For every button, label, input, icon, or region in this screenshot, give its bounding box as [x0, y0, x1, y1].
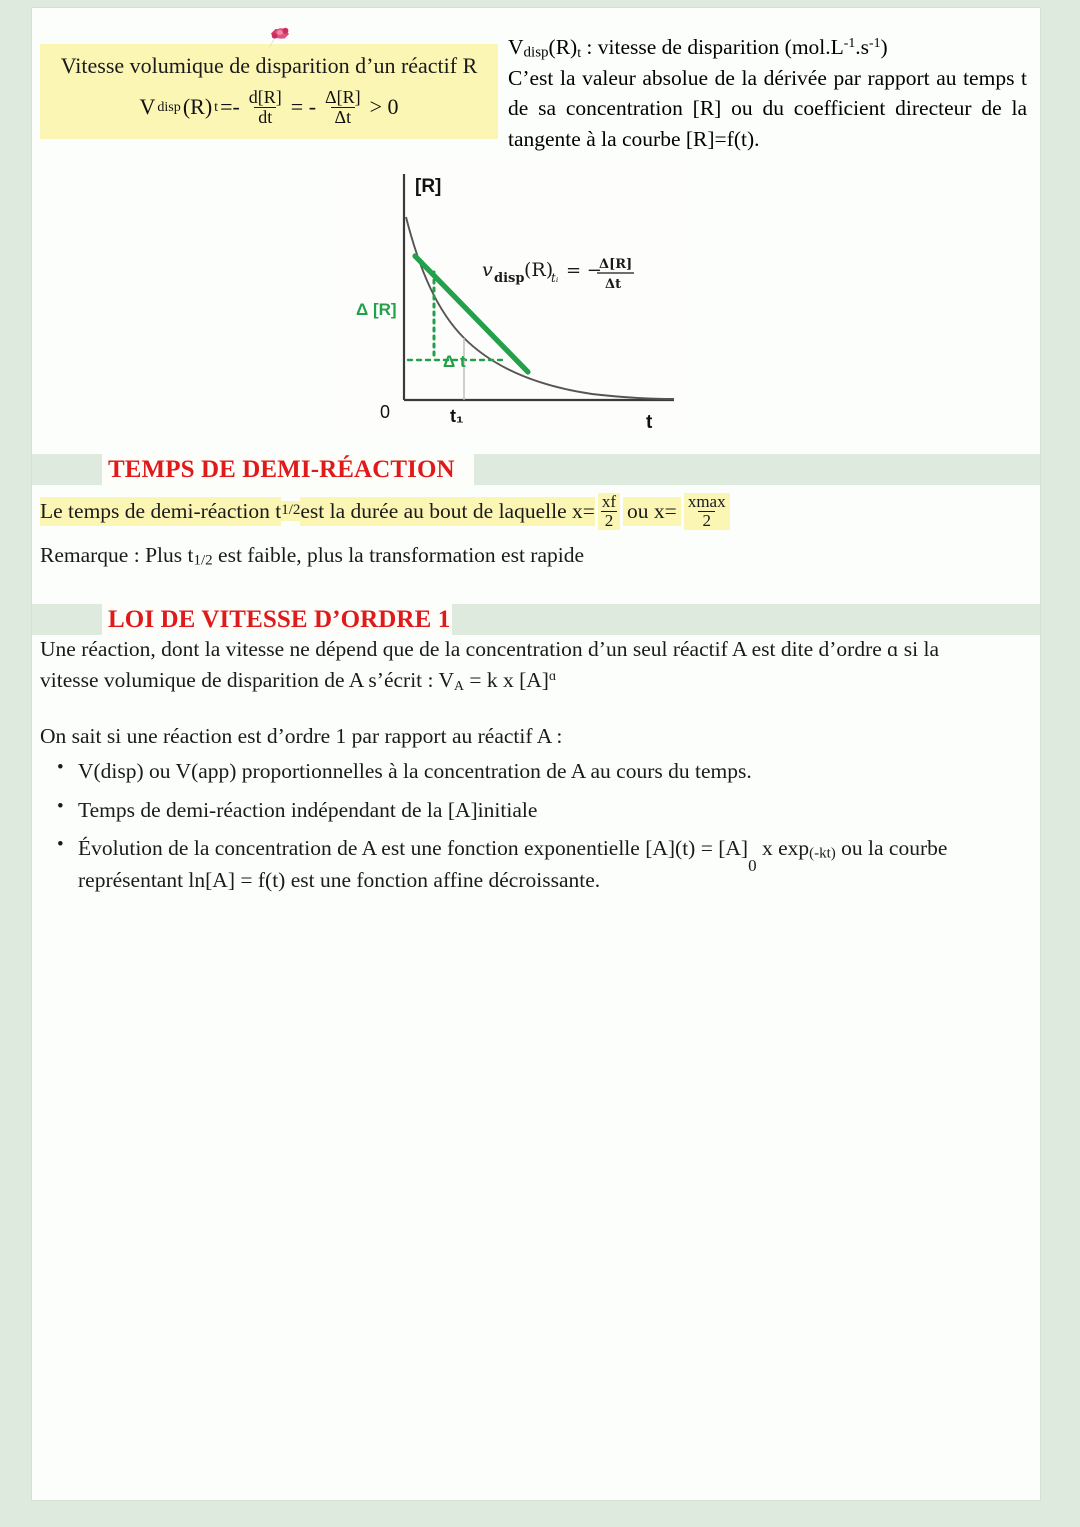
ordre-1-intro: On sait si une réaction est d’ordre 1 par rapport au réactif A : [40, 724, 563, 748]
formula-tail: > 0 [369, 94, 399, 120]
fraction-numerator: xmax [687, 492, 726, 511]
fraction-numerator: xf [601, 492, 617, 511]
demi-sentence-mid: est la durée au bout de laquelle x= [300, 497, 595, 526]
fraction-denominator: 2 [601, 511, 618, 530]
figure-formula-arg: (R) [524, 259, 554, 281]
fraction-denominator: 2 [698, 511, 715, 530]
fraction-denominator: Δt [331, 107, 356, 127]
delta-t-label: Δ t [443, 352, 466, 371]
criterion-3-part-c: ou la courbe [835, 836, 948, 861]
velocity-units-line [508, 35, 1027, 62]
t-half-subscript: 1/2 [281, 501, 300, 521]
vdisp-label: V [508, 35, 524, 59]
section-band-loi-vitesse-ordre-1 [32, 604, 1040, 635]
ordre-1-line-2a: vitesse volumique de disparition de A s’écrit : V [40, 667, 455, 692]
vdisp-arg: (R) [548, 35, 578, 59]
section-heading-loi-vitesse-ordre-1: LOI DE VITESSE D’ORDRE 1 [108, 606, 451, 633]
concentration-vs-time-figure [342, 160, 684, 436]
concentration-initial-subscript: 0 [748, 856, 757, 876]
t1-tick-label: t₁ [450, 406, 464, 426]
formula-eq1: =- [220, 94, 240, 120]
definition-highlight-box [40, 44, 498, 139]
vdisp-arg-sub: t [577, 45, 582, 61]
criterion-1-text: V(disp) ou V(app) proportionnelles à la concentration de A au cours du temps. [78, 759, 752, 783]
formula-v-sub: disp [157, 98, 181, 115]
ordre-1-paragraph [40, 634, 1012, 695]
pushpin-icon [263, 22, 295, 56]
ordre-1-line-2b: = k x [A] [463, 667, 549, 692]
fraction-xmax-over-2 [684, 493, 730, 530]
delta-r-label: Δ [R] [356, 300, 397, 319]
definition-description-block [508, 35, 1027, 154]
unit-exp-2: -1 [869, 35, 881, 51]
formula-arg-sub: t [214, 98, 219, 115]
figure-formula-arg-sub: tᵢ [551, 271, 559, 285]
figure-formula-num: Δ[R] [599, 257, 633, 272]
list-item [78, 833, 1053, 896]
demi-reaction-remark [40, 541, 584, 572]
vdisp-rest: : vitesse de disparition (mol.L [581, 35, 844, 59]
remark-rest: est faible, plus la transformation est rapide [212, 543, 585, 567]
remark-prefix: Remarque : Plus t [40, 543, 194, 567]
origin-label: 0 [380, 402, 391, 422]
criterion-3-line-2: représentant ln[A] = f(t) est une fonction affine décroissante. [78, 868, 601, 893]
decay-curve [406, 217, 674, 399]
unit-close: ) [880, 35, 888, 59]
ordre-1-criteria-list [40, 756, 1053, 904]
demi-reaction-definition-line [40, 493, 733, 530]
y-axis-label: [R] [415, 176, 442, 197]
demi-or-text: ou x= [623, 497, 681, 526]
graph-svg [342, 160, 684, 436]
formula-fraction-delta-r-delta-t [321, 88, 365, 127]
criterion-3-part-a: Évolution de la concentration de A est une fonction exponentielle [A](t) = [A] [78, 836, 749, 861]
demi-sentence-start: Le temps de demi-réaction t [40, 497, 281, 526]
formula-arg: (R) [182, 94, 213, 120]
list-item [78, 795, 1053, 826]
figure-formula-v: v [482, 259, 493, 281]
va-subscript: A [454, 677, 464, 693]
fraction-numerator: d[R] [248, 87, 282, 107]
fraction-numerator: Δ[R] [325, 87, 361, 107]
figure-formula-den: Δt [605, 277, 622, 292]
unit-mid: .s [855, 35, 870, 59]
fraction-xf-over-2 [598, 493, 620, 530]
unit-exp-1: -1 [843, 35, 856, 51]
definition-title: Vitesse volumique de disparition d’un réactif R [60, 53, 478, 78]
formula-fraction-dr-dt [245, 88, 286, 127]
document-page [32, 8, 1040, 1500]
ordre-1-line-1: Une réaction, dont la vitesse ne dépend que de la concentration d’un seul réactif A est dite d’ordre ɑ si la [40, 637, 940, 661]
figure-formula-eq: = − [566, 260, 602, 281]
section-band-temps-demi-reaction [32, 454, 1040, 485]
alpha-exponent: ɑ [548, 667, 557, 683]
criterion-2-text: Temps de demi-réaction indépendant de la [A]initiale [78, 797, 538, 822]
vdisp-sub: disp [523, 44, 549, 61]
formula-v: V [139, 94, 156, 120]
list-item [78, 756, 1053, 787]
fraction-denominator: dt [254, 107, 276, 127]
section-heading-temps-demi-reaction: TEMPS DE DEMI-RÉACTION [108, 456, 455, 483]
x-axis-label: t [646, 412, 653, 433]
definition-paragraph: C’est la valeur absolue de la dérivée par rapport au temps t de sa concentration [R] ou du coefficient directeur de la tangente à la courbe [R]=f(t). [508, 65, 1027, 151]
figure-formula-v-sub: disp [494, 271, 525, 286]
exponential-argument: (-kt) [809, 845, 836, 862]
definition-formula [46, 88, 492, 127]
formula-eq2: = - [290, 94, 317, 120]
remark-subscript: 1/2 [193, 552, 213, 569]
figure-formula [482, 257, 634, 292]
criterion-3-part-b: x exp [756, 836, 810, 861]
